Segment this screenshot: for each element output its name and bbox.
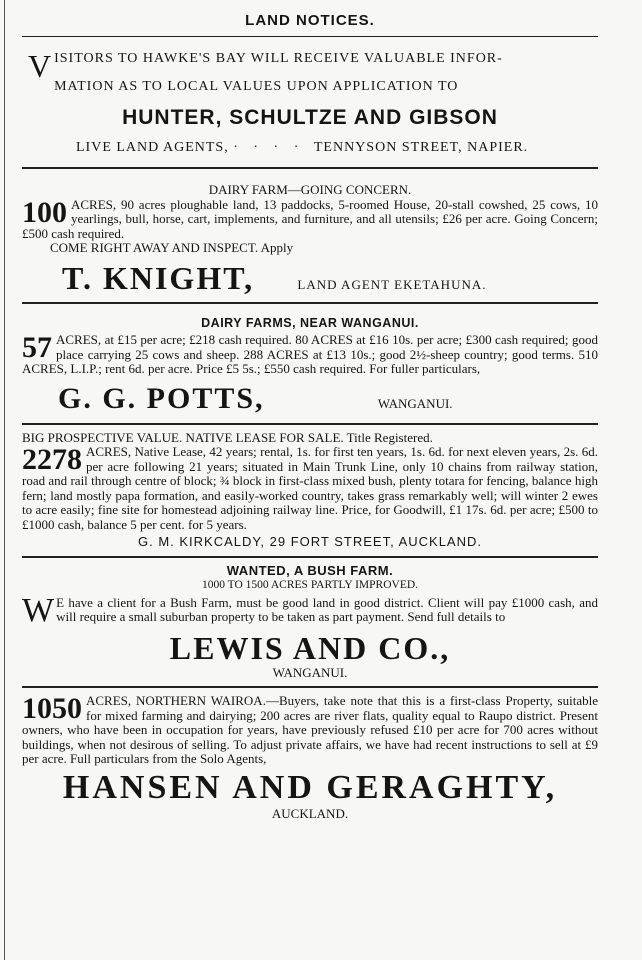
ad-heading: DAIRY FARMS, NEAR WANGANUI. <box>201 315 419 330</box>
divider <box>22 167 598 169</box>
agent-name: LEWIS AND CO., <box>169 629 451 666</box>
notices-column <box>22 0 598 829</box>
agent-name: G. M. KIRKCALDY, 29 FORT STREET, AUCKLAND. <box>138 534 482 549</box>
ad-hunter-schultze-gibson: V ISITORS TO HAWKE'S BAY WILL RECEIVE VALUABLE INFOR- MATION AS TO LOCAL VALUES UPON APPLICATION TO HUNTER, SCHULTZE AND GIBSON LIVE LAND AGENTS, · · · · TENNYSON STREET, NAPIER. <box>22 43 598 157</box>
section-title: LAND NOTICES. <box>245 12 375 29</box>
ad-body: ACRES, 90 acres ploughable land, 13 paddocks, 5-roomed House, 20-stall cowshed, 25 cows, 10 yearlings, bull, horse, cart, implements, and furniture, and all utensils; £26 per acre. Going Concern; £500 cash required. <box>22 197 598 241</box>
acre-number: 1050 <box>22 694 82 725</box>
agent-name: G. G. POTTS, <box>58 381 265 415</box>
agent-location: LAND AGENT EKETAHUNA. <box>297 276 487 292</box>
acre-number: 57 <box>22 333 52 364</box>
ad-heading: BIG PROSPECTIVE VALUE. NATIVE LEASE FOR SALE. Title Registered. <box>22 430 433 445</box>
divider <box>22 36 598 37</box>
agent-role: LIVE LAND AGENTS, <box>76 140 229 155</box>
drop-cap: W <box>22 595 55 626</box>
ad-g-g-potts <box>22 310 598 417</box>
column-border <box>4 0 5 960</box>
acre-number: 2278 <box>22 445 82 476</box>
ad-t-knight <box>22 175 598 296</box>
acre-number: 100 <box>22 197 67 229</box>
divider <box>22 556 598 558</box>
ad-kirkcaldy <box>22 431 598 550</box>
ad-body: ACRES, at £15 per acre; £218 cash required. 80 ACRES at £16 10s. per acre; £300 cash required; good place carrying 25 cows and sheep. 288 ACRES at £13 10s.; good 2½-sheep country; good terms. 510 ACRES, L.I.P.; rent 6d. per acre. Price £5 5s.; £550 cash required. For fuller particulars, <box>22 333 598 376</box>
ad-lewis-and-co <box>22 564 598 681</box>
agent-name: HANSEN AND GERAGHTY, <box>62 768 558 806</box>
agent-location: AUCKLAND. <box>271 805 349 821</box>
agent-address: TENNYSON STREET, NAPIER. <box>313 140 529 155</box>
ad-body: ACRES, Native Lease, 42 years; rental, 1s. for first ten years, 1s. 6d. for next eleven years, 2s. 6d. per acre following 21 years; situated in Main Trunk Line, only 10 chains from railway station, road and rail through centre of block; ¾ block in first-class mixed bush, plenty totara for fencing, balance high fern; land mostly papa formation, and easily-worked country, takes grass remarkably well; will winter 2 ewes to acre easily; fine site for homestead adjoining railway line. Price, for Goodwill, £1 17s. 6d. per acre; £500 to £1000 cash, balance 5 per cent. for 5 years. <box>22 445 598 532</box>
agent-name: HUNTER, SCHULTZE AND GIBSON <box>122 106 498 129</box>
ad-callout: COME RIGHT AWAY AND INSPECT. Apply <box>50 240 294 255</box>
agent-name: T. KNIGHT, <box>62 259 255 296</box>
divider <box>22 423 598 425</box>
ad-body: E have a client for a Bush Farm, must be good land in good district. Client will pay £1000 cash, and will require a small suburban property to be taken as part payment. Send full details to <box>56 595 598 624</box>
ad-heading: DAIRY FARM—GOING CONCERN. <box>208 182 412 197</box>
agent-location: WANGANUI. <box>272 664 348 680</box>
divider <box>22 302 598 304</box>
ad-hansen-and-geraghty <box>22 694 598 821</box>
ad-body: ACRES, NORTHERN WAIROA.—Buyers, take note that this is a first-class Property, suitable for mixed farming and dairying; 200 acres are river flats, quality equal to Raupo district. Present owners, who have been in occupation for years, have previously refused £10 per acre for 700 acres without buildings, when not desirous of selling. To adjust private affairs, we have had recent instructions to sell at £9 per acre. Full particulars from the Solo Agents, <box>22 694 598 766</box>
ad-subheading: 1000 TO 1500 ACRES PARTLY IMPROVED. <box>201 579 419 591</box>
ad-line: MATION AS TO LOCAL VALUES UPON APPLICATION TO <box>54 79 459 94</box>
ad-line: ISITORS TO HAWKE'S BAY WILL RECEIVE VALUABLE INFOR- <box>54 51 503 66</box>
divider <box>22 686 598 688</box>
drop-cap: V <box>28 49 53 84</box>
agent-location: WANGANUI. <box>377 395 453 411</box>
ad-heading: WANTED, A BUSH FARM. <box>226 563 394 578</box>
